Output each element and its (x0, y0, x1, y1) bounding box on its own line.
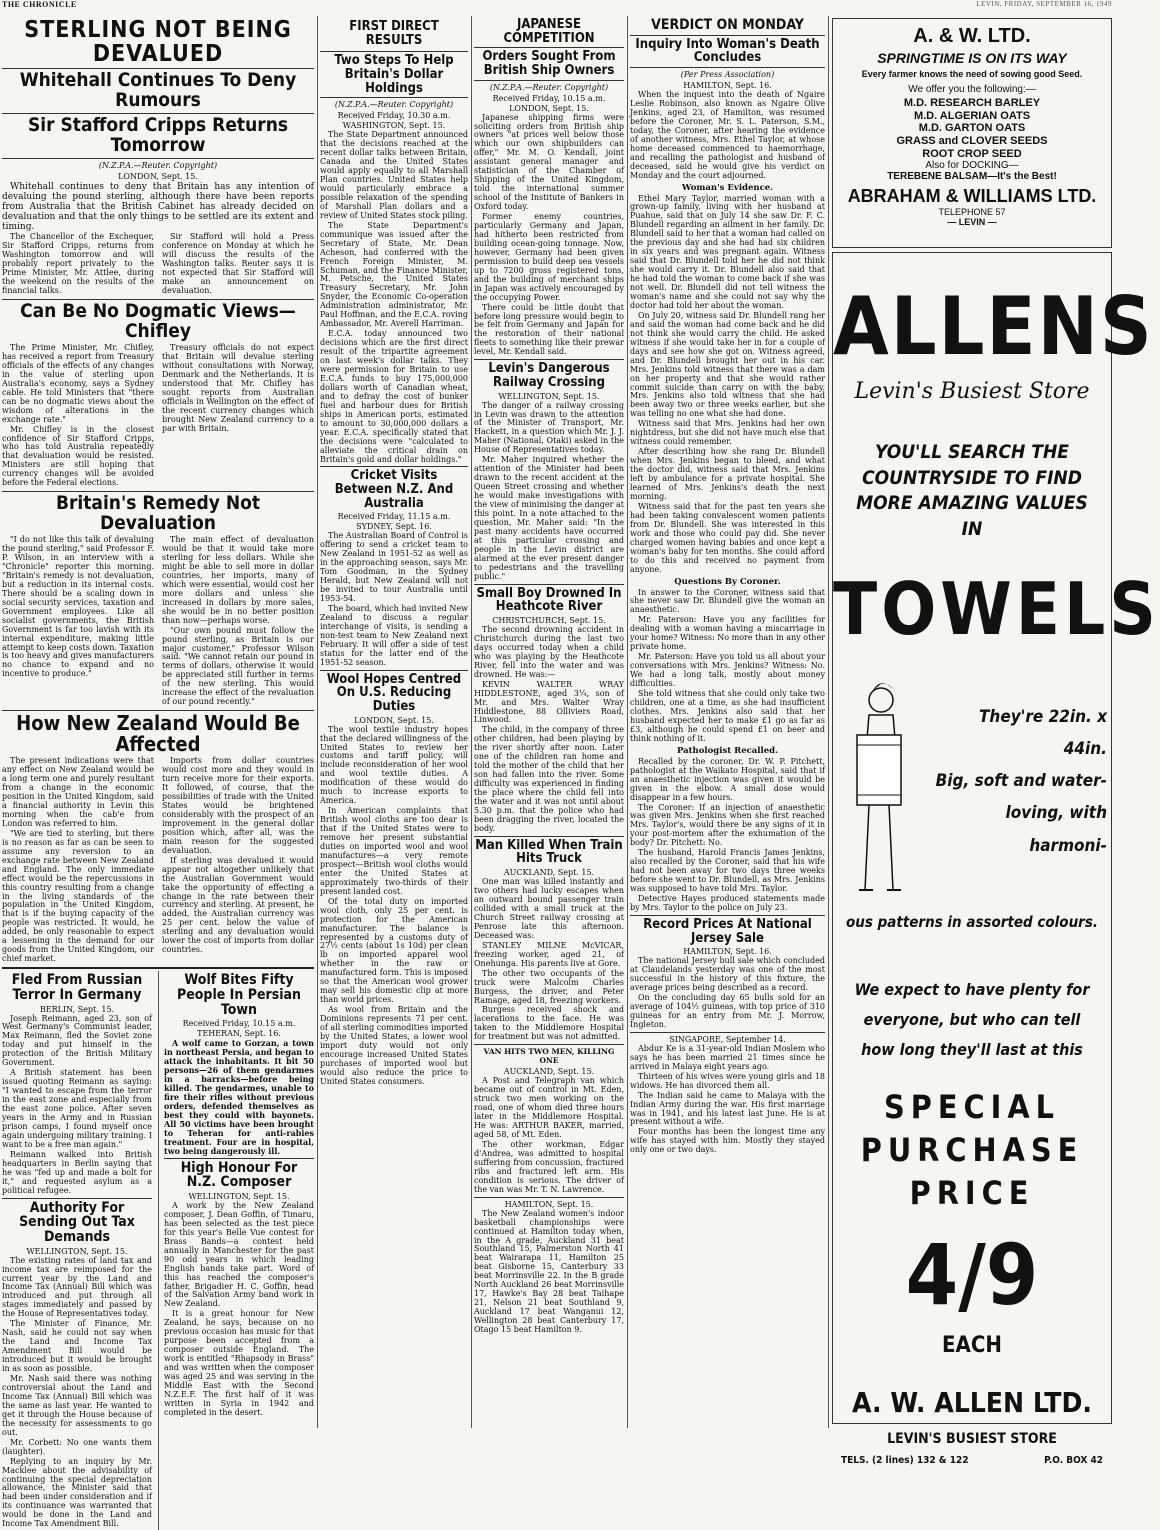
seed-item: M.D. GARTON OATS (918, 122, 1026, 135)
dateline: WELLINGTON, Sept. 15. (188, 1191, 290, 1201)
paragraph: Joseph Reimann, aged 23, son of West Germany's Communist leader, Max Reimann, fled the Soviet zone today and put himself in the protection of the British Military Government. (2, 1013, 152, 1068)
paragraph: KEVIN WALTER WRAY HIDDLESTONE, aged 3¼, son of Mr. and Mrs. Walter Wray Hiddlestone, 88 Olliviers Road, Linwood. (474, 679, 624, 725)
paragraph: Ethel Mary Taylor, married woman with a grown-up family, living with her husband at Puahue, said that on July 14 she saw Dr. F. C. Blundell regarding an ailment in her family. Dr. Blundell said to her that a woman had called on the previous day and she had had six children in six years and was pregnant again. Witness said that Dr. Blundell told her he did not think she would carry it. Dr. Blundell also said that he had told the woman to come back if she was not well. Dr. Blundell did not tell witness the woman's name and she could not say why the doctor had told her about the woman. (630, 193, 825, 310)
pitch-line: YOU'LL SEARCH THE (875, 441, 1069, 463)
paragraph: Treasury officials do not expect that Britain will devalue sterling without consultations with Norway, Denmark and the Netherlands. It is understood that Mr. Chifley has sought reports from Australian officials in Wellington on the effect of the recent currency changes which brought New Zealand currency to a par with Britain. (162, 342, 314, 433)
pitch-line: COUNTRYSIDE TO FIND (862, 466, 1082, 489)
paragraph: The present indications were that any effect on New Zealand would be a long term one and purely resultant from a change in the economic position in the United Kingdom, said a financial authority in Levin this morning when the cab'e from London was referred to him. (2, 756, 154, 828)
honour-headline: High Honour For N.Z. Composer (180, 1159, 298, 1191)
wolf-headline: Wolf Bites Fifty People In Persian Town (177, 972, 301, 1018)
paragraph: Mr. Chifley is in the closest confidence of Sir Stafford Cripps, who has told Australia repeatedly that devaluation would be resisted. Ministers are still hoping that currency changes will be avoided before the Federal elections. (2, 424, 154, 488)
paragraph: Witness said that Mrs. Jenkins had her own nightdress, but she did not have much else that witness could remember. (630, 419, 825, 447)
tax-headline: Authority For Sending Out Tax Demands (19, 1199, 135, 1245)
dateline: SINGAPORE, September 14. (669, 1034, 786, 1044)
byline: (Per Press Association) (680, 69, 775, 79)
dateline: WELLINGTON, Sept. 15. (498, 391, 600, 401)
paragraph: The Indian said he came to Malaya with the Indian Army during the war. His first marriage was in 1941, and his latest last June. He is at present without a wife. (630, 1090, 825, 1127)
dateline: SYDNEY, Sept. 16. (356, 522, 432, 532)
paragraph: When the inquest into the death of Ngaire Leslie Robinson, also known as Ngaire Olive Jenkins, aged 23, of Hamilton, was resumed before the Coroner, Mr. S. L. Paterson, S.M., today, the Coroner, after hearing the evidence of another witness, Mrs. Ethel Taylor, at whose home deceased commenced to haemorrhage, and recalling the pathologist and husband of deceased, said he would give his verdict on Monday and the court adjourned. (630, 89, 825, 180)
column-3-heading: JAPANESE COMPETITION (503, 17, 595, 46)
paragraph: A work by the New Zealand composer, J. Dean Goffin, of Timaru, has been selected as the test piece for this year's Belle Vue contest for Brass Bands—a contest held annually in Manchester for the past 90 odd years in which leading English bands take part. Word of this has reached the composer's father, Brigadier H. C. Goffin, head of the Salvation Army band work in New Zealand. (164, 1200, 314, 1309)
column-3 (474, 16, 624, 1428)
dateline: CHRISTCHURCH, Sept. 15. (492, 615, 606, 625)
paragraph: Abdur Ke is a 31-year-old Indian Moslem who says he has been married 21 times since he arrived in Malaya eight years ago. (630, 1043, 825, 1071)
paragraph: Sir Stafford will hold a Press conference on Monday at which he will discuss the results of the Washington talks. Reuter says it is not expected that Sir Stafford will make an announcement on devaluation. (162, 232, 314, 296)
store-slogan: LEVIN'S BUSIEST STORE (887, 1431, 1057, 1448)
paragraph: The other two occupants of the truck were Malcolm Charles Burgess, the driver, and Peter Ramage, aged 18, freezing workers. (474, 968, 624, 1005)
paragraph: The Chancellor of the Exchequer, Sir Stafford Cripps, returns from Washington tomorrow and will probably report privately to the Prime Minister, Mr. Attlee, during the weekend on the results of the financial talks. (2, 232, 154, 296)
paragraph: The danger of a railway crossing in Levin was drawn to the attention of the Minister of Transport, Mr. Hackett, in a question which Mr. J. J. Maher (National, Otaki) asked in the House of Representatives today. (474, 400, 624, 455)
paragraph: The husband, Harold Francis James Jenkins, also recalled by the Coroner, said that his wife had not been away for two days three weeks before she went to Dr. Blundell, as Mrs. Jenkins was supposed to have told Mrs. Taylor. (630, 848, 825, 894)
paragraph: After describing how she rang Dr. Blundell when Mrs. Jenkins began to bleed, and what the doctor did, witness said that Mrs. Jenkins left by ambulance for a private hospital. She learned of Mrs. Jenkins's death the next morning. (630, 447, 825, 501)
nz-headline: How New Zealand Would Be Affected (16, 711, 300, 757)
paper-name: THE CHRONICLE (2, 0, 77, 9)
dateline: WELLINGTON, Sept. 15. (26, 1246, 128, 1256)
pitch-line: MORE AMAZING VALUES (856, 492, 1088, 515)
lead-paragraph: Whitehall continues to deny that Britain has any intention of devaluing the pound sterling, although there have been reports from Australia that the British Cabinet has already decided on devaluation and that the only things to be settled are its extent and timing. (2, 182, 314, 233)
ad-town: — LEVIN — (947, 217, 997, 228)
towel-description (931, 701, 1107, 862)
paragraph: In answer to the Coroner, witness said that she never saw Dr. Blundell give the woman an anaesthetic. (630, 587, 825, 615)
paragraph: The Australian Board of Control is offering to send a cricket team to New Zealand in 1951-52 as well as in the approaching season, says Mr. Tom Goodman, in the Sydney Herald, but New Zealand will not be invited to tour Australia until 1953-54. (320, 531, 468, 604)
woman-with-towel-illustration (843, 675, 933, 905)
paragraph: Mr. Nash said there was nothing controversial about the Land and Income Tax (Annual) Bill which was the same as last year. He wanted to get it through the House because of the necessity for assessments to go out. (2, 1374, 152, 1437)
jersey-headline: Record Prices At National Jersey Sale (643, 916, 812, 946)
paragraph: A wolf came to Gorzan, a town in northeast Persia, and began to attack the inhabitants. It bit 50 persons—26 of them gendarmes in a barracks—before being killed. The gendarmes, unable to fire their rifles without previous orders, defended themselves as best they could with bayonets. All 50 victims have been brought to Teheran for anti-rabies treatment. Four are in hospital, two being dangerously ill. (164, 1038, 314, 1156)
store-phone: TELS. (2 lines) 132 & 122 (841, 1455, 969, 1467)
ad-tagline: SPRINGTIME IS ON ITS WAY (877, 50, 1067, 66)
received-time: Received Friday, 10.15 a.m. (182, 1019, 296, 1029)
paragraph: If sterling was devalued it would appear not altogether unlikely that the Australian Government would take the opportunity of effecting a change in the rate between their currency and sterling. At present, he added, the Australian currency was 25 per cent. below the value of sterling and any devaluation would lower the cost of imports from dollar countries. (162, 855, 314, 955)
towel-description-2 (833, 907, 1111, 937)
paragraph: The existing rates of land tax and income tax are reimposed for the current year by the Land and Income Tax (Annual) Bill which was introduced and put through all stages immediately and passed by the House of Representatives today. (2, 1255, 152, 1319)
paragraph: Mr. Paterson: Have you told us all about your conversations with Mrs. Jenkins? Witness: No. We had a long talk, mostly about money difficulties. (630, 652, 825, 689)
price: 4/9 (905, 1226, 1039, 1325)
paragraph: The child, in the company of three other children, had been playing by the river shortly after noon. Later one of the children ran home and told the mother of the child that her son had fallen into the river. Some difficulty was experienced in finding the place where the child fell into the water and it was not until about 5.30 p.m. that the police who had been dragging the river, located the body. (474, 725, 624, 833)
paragraph: Burgess received shock and lacerations to the face. He was taken to the Middlemore Hospital for treatment but was not admitted. (474, 1005, 624, 1042)
paragraph: STANLEY MILNE McVICAR, freezing worker, aged 21, of Onehunga. His parents live at Gore. (474, 940, 624, 968)
store-company: A. W. ALLEN LTD. (852, 1386, 1092, 1420)
byline: (N.Z.P.A.—Reuter. Copyright) (489, 82, 609, 92)
allens-towel-advertisement (832, 252, 1160, 1467)
special-line: SPECIAL (884, 1087, 1060, 1126)
paragraph: On the concluding day 65 bulls sold for an average of 104½ guineas, with top price of 310 guineas for an entry from Mr. J. Morrow, Ingleton. (630, 993, 825, 1029)
towel-size: They're 22in. x 44in. (979, 706, 1107, 759)
paragraph: Japanese shipping firms were soliciting orders from British ship owners "at prices well below those which our own shipbuilders can offer," Mr. M. O. Kendall, joint assistant general manager and statistician of the Chamber of Shipping of the United Kingdom, told the international summer school of the Institute of Bankers in Oxford today. (474, 112, 624, 212)
price-each: EACH (942, 1333, 1002, 1359)
railway-headline: Levin's Dangerous Railway Crossing (488, 361, 610, 390)
seed-item: ROOT CROP SEED (922, 147, 1022, 160)
sub-headline-2: Sir Stafford Cripps Returns Tomorrow (27, 114, 289, 157)
stock-line: everyone, but who can tell (863, 1009, 1081, 1029)
special-price-banner (833, 1086, 1111, 1216)
van-headline: VAN HITS TWO MEN, KILLING ONE (483, 1047, 615, 1066)
fled-headline: Fled From Russian Terror In Germany (11, 972, 143, 1003)
paragraph: She told witness that she could only take two children, one at a time, as she had insufficient clothes. Mrs. Jenkins also said that her husband expected her to make £1 go as far as £3, although he could spend £1 on beer and think nothing of it. (630, 689, 825, 743)
paragraph: Witness said that for the past ten years she had been taking convalescent women patients from Dr. Blundell. She was interested in this work and those who could pay did. She never charged women having babies and once kept a woman's baby for ten months. She could afford to do this and received no payment from anyone. (630, 501, 825, 574)
towel-desc: loving, with harmoni- (1005, 803, 1107, 856)
dateline: HAMILTON, Sept. 16. (683, 947, 772, 957)
main-headline: STERLING NOT BEING DEVALUED (24, 17, 292, 68)
ad-firm: A. & W. LTD. (913, 25, 1031, 47)
paragraph: Former enemy countries, particularly Germany and Japan, had hitherto been restricted from building ocean-going tonnage. Now, however, Germany had been given permission to build deep sea vessels up to 7200 gross registered tons, and the building of merchant ships in Japan was actively encouraged by the occupying Power. (474, 212, 624, 302)
column-4-heading: VERDICT ON MONDAY (651, 17, 804, 33)
seed-list (833, 97, 1111, 160)
dateline: LONDON, Sept. 15. (509, 103, 589, 113)
towel-desc: ous patterns in assorted colours. (845, 912, 1099, 931)
chifley-headline: Can Be No Dogmatic Views—Chifley (20, 300, 296, 343)
paragraph: The State Department's communique was issued after the Secretary of State, Mr. Dean Acheson, had conferred with the French Foreign Minister, M. Schuman, and the Finance Minister, M. Petsche, the United States Treasury Secretary, Mr. John Snyder, the Economic Co-operation Administration administrator, Mr. Paul Hoffman, and the E.C.A. roving Ambassador, Mr. Averell Harriman. (320, 220, 468, 329)
stock-note (833, 975, 1111, 1066)
paragraph: Mr. Corbett: No one wants them (laughter). (2, 1437, 152, 1456)
received-time: Received Friday, 11.15 a.m. (337, 512, 451, 522)
ad-balsam: TEREBENE BALSAM—It's the Best! (887, 171, 1057, 183)
paragraph: The national Jersey bull sale which concluded at Claudelands yesterday was one of the most successful in the history of this fixture, the average prices being described as a record. (630, 956, 825, 993)
product-name: TOWELS (833, 566, 1160, 651)
pitch-line: IN (961, 517, 983, 540)
dateline: LONDON, Sept. 15. (354, 715, 434, 725)
subhead: Questions By Coroner. (674, 576, 781, 587)
dateline: WASHINGTON, Sept. 15. (342, 121, 446, 131)
store-contact (833, 1455, 1111, 1466)
paragraph: It is a great honour for New Zealand, he says, because on no previous occasion has music for that purpose been accepted from a composer outside England. The work is entitled "Rhapsody in Brass" and was written when the composer was aged 25 and was serving in the Middle East with the Second N.Z.E.F. The first half of it was written in Syria in 1942 and completed in the desert. (164, 1309, 314, 1417)
truck-headline: Man Killed When Train Hits Truck (475, 837, 623, 867)
ad-offer: We offer you the following:— (908, 84, 1036, 95)
received-time: Received Friday, 10.15 a.m. (492, 93, 606, 103)
byline: (N.Z.P.A.—Reuter. Copyright) (98, 161, 218, 171)
byline: (N.Z.P.A.—Reuter. Copyright) (334, 100, 454, 110)
paragraph: The Minister of Finance, Mr. Nash, said he could not say when the Land and Income Tax Amendment Bill would be introduced but it would be brought in as soon as possible. (2, 1319, 152, 1374)
dateline: BERLIN, Sept. 15. (39, 1004, 115, 1014)
allens-brand: ALLENS (833, 280, 1154, 373)
paragraph: There could be little doubt that before long pressure would begin to be felt from Germany and Japan for the restoration of their national fleets to something like their prewar level, Mr. Kendall said. (474, 302, 624, 357)
paragraph: The second drowning accident in Christchurch during the last two days occurred today when a child who was playing by the Heathcote River, fell into the water and was drowned. He was:— (474, 624, 624, 679)
column-2-heading: FIRST DIRECT RESULTS (349, 19, 439, 48)
ad-also: Also for DOCKING— (925, 160, 1019, 172)
paragraph: Four months has been the longest time any wife has stayed with him. Mostly they stayed only one or two days. (630, 1127, 825, 1155)
paragraph: Mr. Maher inquired whether the attention of the Minister had been drawn to the recent accident at the Queen Street crossing and whether he would make investigations with the view of minimising the danger at this point. In a note attached to the question, Mr. Maher said: "In the past many accidents have occurred at this particular crossing and people in the Levin district are alarmed at the ever present danger to pedestrians and the travelling public." (474, 455, 624, 581)
paragraph: The State Department announced that the decisions reached at the recent dollar talks between Britain, Canada and the United States would apply equally to all Marshall Plan countries. United States help would particularly embrace a possible relaxation of the spending of Marshall Plan dollars and a review of United States stock piling. (320, 130, 468, 220)
paragraph: The other workman, Edgar d'Andrea, was admitted to hospital suffering from concussion, fractured ribs and fractured left arm. His condition is serious. The driver of the van was Mr. T. N. Lawrence. (474, 1139, 624, 1194)
stock-line: We expect to have plenty for (854, 979, 1090, 999)
towel-illustration-area (833, 675, 1111, 975)
seed-item: GRASS and CLOVER SEEDS (896, 134, 1048, 147)
paragraph: In American complaints that British wool cloths are too dear is that if the United States were to remove her present substantial duties on imported wool and wool manufactures—a very remote prospect—British wool cloths would enter the United States at approximately two-thirds of their present landed cost. (320, 806, 468, 896)
masthead (2, 0, 1112, 14)
paragraph: The wool textile industry hopes that the declared willingness of the United States to review her customs and tariff policy, will include reconsideration of her wool and wool textile duties. A modification of these would do much to increase exports to America. (320, 724, 468, 806)
seed-item: M.D. ALGERIAN OATS (913, 109, 1031, 122)
seed-item: M.D. RESEARCH BARLEY (903, 97, 1041, 109)
paragraph: Detective Hayes produced statements made by Mrs. Taylor to the police on July 23. (630, 894, 825, 912)
store-box: P.O. BOX 42 (1044, 1455, 1103, 1467)
dateline: AUCKLAND, Sept. 15. (503, 868, 595, 878)
ship-headline: Orders Sought From British Ship Owners (482, 49, 616, 78)
inquiry-headline: Inquiry Into Woman's Death Concludes (635, 36, 820, 66)
paragraph: The board, which had invited New Zealand to discuss a regular interchange of visits, is sending a non-test team to New Zealand next February. It will offer a side of test status for the latter end of the 1951-52 season. (320, 604, 468, 667)
stock-line: how long they'll last at this (861, 1040, 1083, 1060)
allens-slogan: Levin's Busiest Store (854, 379, 1090, 404)
dateline: TEHERAN, Sept. 16. (197, 1029, 281, 1039)
paragraph: One man was killed instantly and two others had lucky escapes when an outward bound passenger train collided with a small truck at the Church Street railway crossing at Penrose late this afternoon. Deceased was: (474, 877, 624, 940)
paragraph: The New Zealand women's indoor basketball championships were continued at Hamilton today when, in the A grade, Auckland 31 beat Southland 15, Palmerston North 41 beat Wairarapa 11, Hamilton 25 beat Gisborne 15, Canterbury 33 beat Morrinsville 22. In the B grade North Auckland 26 beat Morrinsville 17, Hawke's Bay 28 beat Taihape 21, Nelson 21 beat Southland 9, Auckland 17 beat Wanganui 12, Wellington 28 beat Canterbury 17, Otago 15 beat Hamilton 9. (474, 1208, 624, 1335)
paragraph: "We are tied to sterling, but there is no reason as far as can be seen to assume any reversion to an exchange rate between New Zealand and England. The only immediate effect would be the repercussions in this country resulting from a change in the living standards of the population in the United Kingdom, that is if the buying capacity of the people was restricted. It would, he added, be only reasonable to expect a lessening in the demand for our goods from the United Kingdom, our chief market. (2, 828, 154, 964)
sub-headline: Whitehall Continues To Deny Rumours (19, 69, 297, 112)
paragraph: E.C.A. today announced two decisions which are the first direct result of the tripartite agreement on last week's dollar talks. They were permission for Britain to use E.C.A. funds to buy 175,000,000 dollars worth of Canadian wheat, and to defray the cost of bunker fuel and harbour dues for British ships in American ports, estimated to amount to 30,000,000 dollars a year. E.C.A. specifically stated that the decisions were "calculated to alleviate the critical drain on Britain's gold and dollar holdings." (320, 329, 468, 464)
column-1 (2, 16, 314, 1529)
paragraph: A Post and Telegraph van which became out of control in Mt. Eden, struck two men working on the road, one of whom died three hours later in the Middlemore Hospital. He was: ARTHUR BAKER, married, aged 58, of Mt. Eden. (474, 1076, 624, 1139)
paragraph: As wool from Britain and the Dominions represents 71 per cent. of all sterling commodities imported by the United States, a lower wool import duty would not only encourage increased United States purchases of imported wool but would also reduce the price to United States consumers. (320, 1005, 468, 1086)
paragraph: The main effect of devaluation would be that it would take more sterling for less dollars. While she might be able to sell more in dollar countries, her imports, many of which were essential, would cost her more dollars and unless she increased in dollars by more sales, she would be in no better position than now—perhaps worse. (162, 535, 314, 625)
paragraph: Thirteen of his wives were young girls and 18 widows. He has divorced them all. (630, 1071, 825, 1090)
paragraph: A British statement has been issued quoting Reimann as saying: "I wanted to escape from the terror in the east zone and especially from the east zone police. After seven years in the Army and in Russian prison camps, I found myself once again undergoing military training. I want to be a free man again." (2, 1068, 152, 1149)
received-time: Received Friday, 10.30 a.m. (337, 111, 451, 121)
paragraph: Reimann walked into British headquarters in Berlin saying that he was "fed up and made a bolt for it," and requested asylum as a political refugee. (2, 1149, 152, 1195)
paragraph: Recalled by the coroner, Dr. W. P. Pitchett, pathologist at the Waikato Hospital, said that if an anaesthetic injection was given it would be given in the elbow. A small dose would disappear in a few hours. (630, 756, 825, 802)
subhead: Pathologist Recalled. (676, 745, 779, 756)
cricket-headline: Cricket Visits Between N.Z. And Australia (334, 468, 454, 511)
paragraph: Replying to an inquiry by Mr. Macklee about the advisability of continuing the special depreciation allowance, the Minister said that had been under consideration and if its continuance was warranted that would be done in the Land and Income Tax Amendment Bill. (2, 1456, 152, 1529)
dollar-headline: Two Steps To Help Britain's Dollar Holdings (334, 53, 454, 96)
paragraph: On July 20, witness said Dr. Blundell rang her and said the woman had come back and he did not think she would carry the child. He asked witness if she would take her in for a couple of days and see how she got on. Witness agreed, and Dr. Blundell brought her out in his car. Mrs. Jenkins told witness that there was a dam on her property and that she would rather commit suicide than carry on with the baby. Mrs. Jenkins also told witness that she had been away two or three weeks earlier, but she was telling no one what she had done. (630, 310, 825, 419)
paragraph: Mr. Paterson: Have you any facilities for dealing with a woman having a miscarriage in your home? Witness: No more than in any other private home. (630, 615, 825, 652)
towel-desc: Big, soft and water- (935, 771, 1107, 792)
paragraph: The Prime Minister, Mr. Chifley, has received a report from Treasury officials of the effects of any changes in the value of sterling upon Australia's economy, says a Sydney cable. He told Ministers that "there can be no dogmatic views about the wisdom of alterations in the exchange rate." (2, 342, 154, 424)
ad-company: ABRAHAM & WILLIAMS LTD. (847, 186, 1097, 207)
paragraph: Of the total duty on imported wool cloth, only 25 per cent. is protection for the American manufacturer. The balance is represented by a customs duty of 27½ cents (about 1s 10d) per clean lb on imported apparel wool whether in the raw or manufactured form. This is imposed so that the American wool grower may sell his domestic clip at more than world prices. (320, 896, 468, 1005)
wool-headline: Wool Hopes Centred On U.S. Reducing Duties (326, 671, 462, 714)
dateline: HAMILTON, Sept. 15. (504, 1199, 594, 1209)
drown-headline: Small Boy Drowned In Heathcote River (476, 585, 622, 615)
seed-advertisement (832, 18, 1112, 248)
ad-phone: TELEPHONE 57 (938, 207, 1006, 218)
dateline: HAMILTON, Sept. 16. (683, 80, 772, 90)
column-4 (630, 16, 825, 1428)
special-line: PURCHASE (860, 1130, 1084, 1169)
ad-subline: Every farmer knows the need of sowing good Seed. (861, 69, 1083, 79)
dateline: LONDON, Sept. 15. (118, 172, 198, 182)
paragraph: Imports from dollar countries would cost more and they would in turn receive more for their exports. It followed, of course, that the possibilities of trade with the United States would be brightened considerably with the prospect of an improvement in the general dollar position which, after all, was the main reason for the suggested devaluation. (162, 756, 314, 855)
special-line: PRICE (909, 1174, 1035, 1213)
column-2 (320, 16, 468, 1428)
ad-pitch (833, 440, 1111, 543)
paragraph: The Coroner: If an injection of anaesthetic was given Mrs. Jenkins when she first reached Mrs. Taylor's, would there be any signs of it in your post-mortem after the exhumation of the body? Dr. Pitchett: No. (630, 802, 825, 848)
dateline: AUCKLAND, Sept. 15. (503, 1067, 595, 1077)
paragraph: "Our own pound must follow the pound sterling, as Britain is our major customer," Professor Wilson said. "We cannot retain our pound in terms of dollars, otherwise it would be appreciated still further in terms of the new sterling. This would increase the effect of the revaluation of our pound recently." (162, 625, 314, 707)
masthead-date: LEVIN, FRIDAY, SEPTEMBER 16, 1949 (976, 0, 1112, 8)
paragraph: "I do not like this talk of devaluing the pound sterling," said Professor F. P. Wilson, in an interview with a "Chronicle" reporter this morning. "Britain's remedy is not devaluation, but a reduction in its internal costs. There should be a scaling down in social security services, taxation and Government employees. Like all socialist governments, the British Government is far too lavish with its internal expenditure, making little attempt to keep costs down. Taxation is too heavy and gives manufacturers no chance to expand and no incentive to produce." (2, 535, 154, 679)
remedy-headline: Britain's Remedy Not Devaluation (55, 492, 261, 535)
subhead: Woman's Evidence. (681, 182, 774, 193)
